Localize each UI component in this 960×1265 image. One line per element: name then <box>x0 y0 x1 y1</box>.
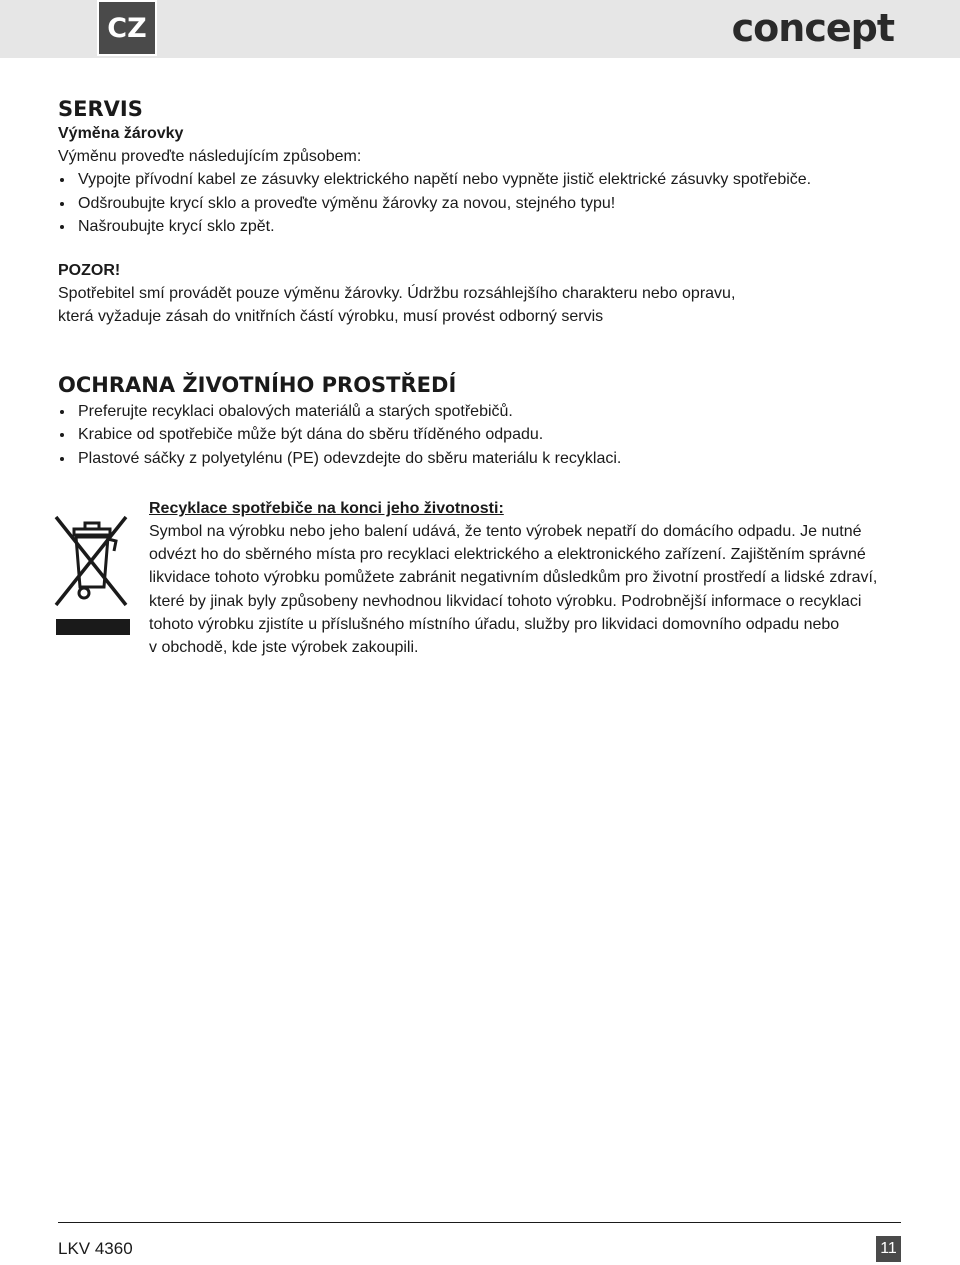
warning-text-line: která vyžaduje zásah do vnitřních částí výrobku, musí provést odborný servis <box>58 307 604 325</box>
recycling-line: Symbol na výrobku nebo jeho balení udává, že tento výrobek nepatří do domácího odpadu. Je nutné <box>149 523 862 540</box>
servis-heading: SERVIS <box>58 97 143 121</box>
footer-divider <box>58 1222 901 1223</box>
warning-title: POZOR! <box>58 261 121 279</box>
list-item: Plastové sáčky z polyetylénu (PE) odevzdejte do sběru materiálu k recyklaci. <box>58 447 918 471</box>
environment-heading: OCHRANA ŽIVOTNÍHO PROSTŘEDÍ <box>58 372 457 397</box>
bulb-replacement-subheading: Výměna žárovky <box>58 125 184 142</box>
page-number: 11 <box>876 1236 901 1262</box>
recycling-line: které by jinak byly způsobeny nevhodnou likvidací tohoto výrobku. Podrobnější informace o recyklaci <box>149 592 862 610</box>
servis-steps-list <box>58 168 918 239</box>
recycling-line: likvidace tohoto výrobku pomůžete zabránit negativním důsledkům pro životní prostředí a lidské zdraví, <box>149 569 878 587</box>
list-item: Krabice od spotřebiče může být dána do sběru tříděného odpadu. <box>58 423 918 447</box>
recycling-line: tohoto výrobku zjistíte u příslušného místního úřadu, služby pro likvidaci domovního odpadu nebo <box>149 615 840 633</box>
main-content <box>58 96 918 470</box>
recycling-line: v obchodě, kde jste výrobek zakoupili. <box>149 639 419 657</box>
crossed-out-wheelie-bin-icon <box>52 509 132 639</box>
recycling-text <box>149 497 919 659</box>
environment-list <box>58 400 918 471</box>
list-item: Našroubujte krycí sklo zpět. <box>58 215 918 239</box>
warning-text-line: Spotřebitel smí provádět pouze výměnu žárovky. Údržbu rozsáhlejšího charakteru nebo opravu, <box>58 284 736 302</box>
language-badge: CZ <box>97 0 157 56</box>
environment-section <box>58 372 918 471</box>
list-item: Vypojte přívodní kabel ze zásuvky elektrického napětí nebo vypněte jistič elektrické zásuvky spotřebiče. <box>58 168 918 192</box>
list-item: Odšroubujte krycí sklo a proveďte výměnu žárovky za novou, stejného typu! <box>58 192 918 216</box>
model-number: LKV 4360 <box>58 1239 133 1258</box>
list-item: Preferujte recyklaci obalových materiálů a starých spotřebičů. <box>58 400 918 424</box>
brand-logo: concept <box>731 6 894 50</box>
recycling-line: odvézt ho do sběrného místa pro recyklaci elektrického a elektronického zařízení. Zajištěním správné <box>149 546 866 564</box>
servis-intro: Výměnu proveďte následujícím způsobem: <box>58 148 362 165</box>
header-bar <box>0 0 960 58</box>
recycling-title: Recyklace spotřebiče na konci jeho životnosti: <box>149 500 504 517</box>
